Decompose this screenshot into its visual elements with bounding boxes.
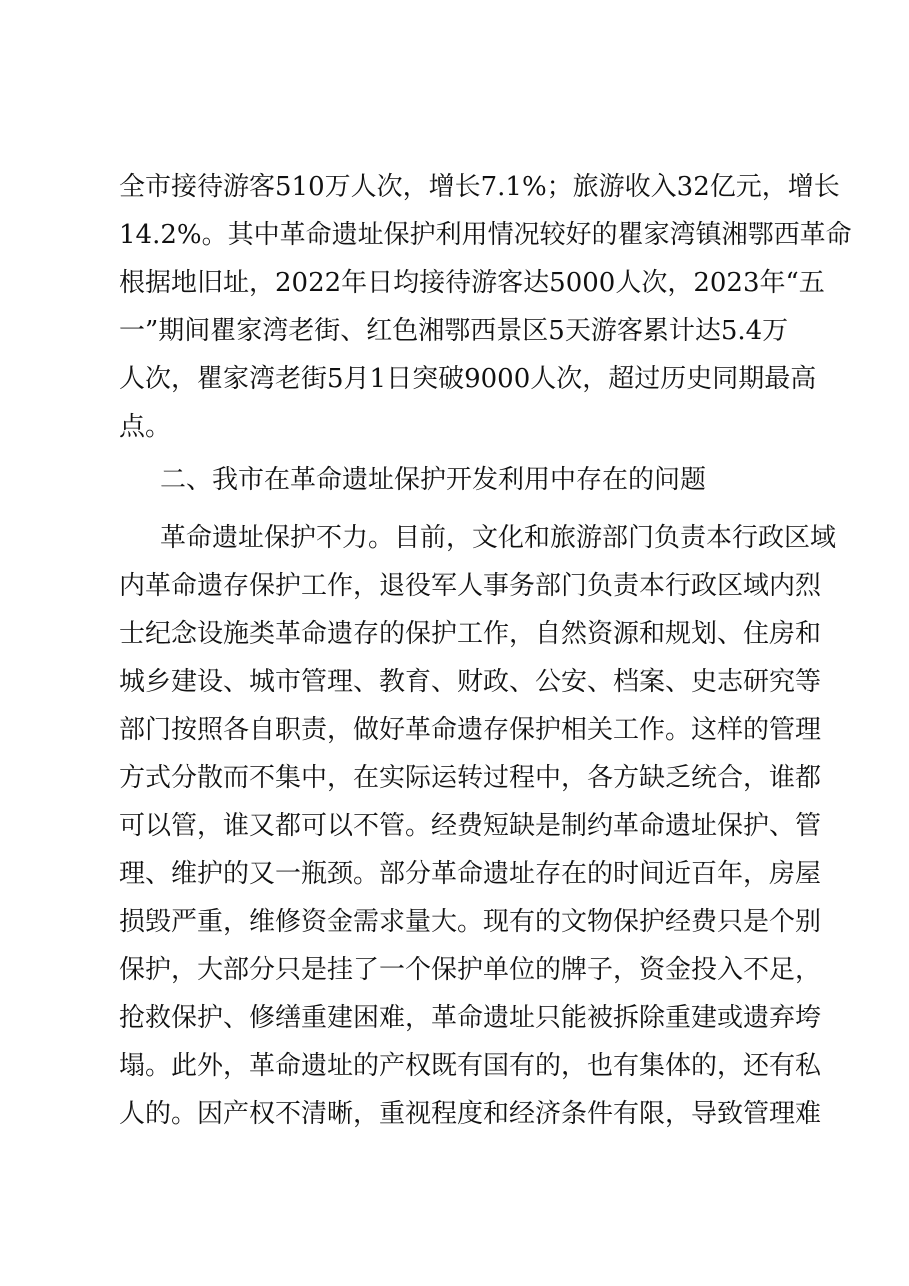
text-line: 点。: [119, 412, 172, 442]
text-line: 抢救保护、修缮重建困难，革命遗址只能被拆除重建或遗弃垮: [119, 1003, 822, 1033]
text-line: 一”期间瞿家湾老街、红色湘鄂西景区5天游客累计达5.4万: [119, 316, 789, 346]
text-line: 部门按照各自职责，做好革命遗存保护相关工作。这样的管理: [119, 715, 822, 745]
section-heading: 二、我市在革命遗址保护开发利用中存在的问题: [160, 465, 707, 495]
text-line: 理、维护的又一瓶颈。部分革命遗址存在的时间近百年，房屋: [119, 859, 822, 889]
text-line: 人次，瞿家湾老街5月1日突破9000人次，超过历史同期最高: [119, 364, 817, 394]
text-line: 士纪念设施类革命遗存的保护工作，自然资源和规划、住房和: [119, 619, 822, 649]
text-line: 全市接待游客510万人次，增长7.1%；旅游收入32亿元，增长: [119, 172, 840, 202]
text-line: 人的。因产权不清晰，重视程度和经济条件有限，导致管理难: [119, 1099, 822, 1129]
text-line: 可以管，谁又都可以不管。经费短缺是制约革命遗址保护、管: [119, 811, 822, 841]
text-line: 革命遗址保护不力。目前，文化和旅游部门负责本行政区域: [160, 523, 837, 553]
text-line: 保护，大部分只是挂了一个保护单位的牌子，资金投入不足，: [119, 955, 822, 985]
text-line: 内革命遗存保护工作，退役军人事务部门负责本行政区域内烈: [119, 571, 822, 601]
text-line: 损毁严重，维修资金需求量大。现有的文物保护经费只是个别: [119, 907, 822, 937]
text-line: 根据地旧址，2022年日均接待游客达5000人次，2023年“五: [119, 268, 825, 298]
text-line: 方式分散而不集中，在实际运转过程中，各方缺乏统合，谁都: [119, 763, 822, 793]
text-line: 塌。此外，革命遗址的产权既有国有的，也有集体的，还有私: [119, 1051, 822, 1081]
text-line: 城乡建设、城市管理、教育、财政、公安、档案、史志研究等: [119, 667, 822, 697]
text-line: 14.2%。其中革命遗址保护利用情况较好的瞿家湾镇湘鄂西革命: [119, 220, 852, 250]
